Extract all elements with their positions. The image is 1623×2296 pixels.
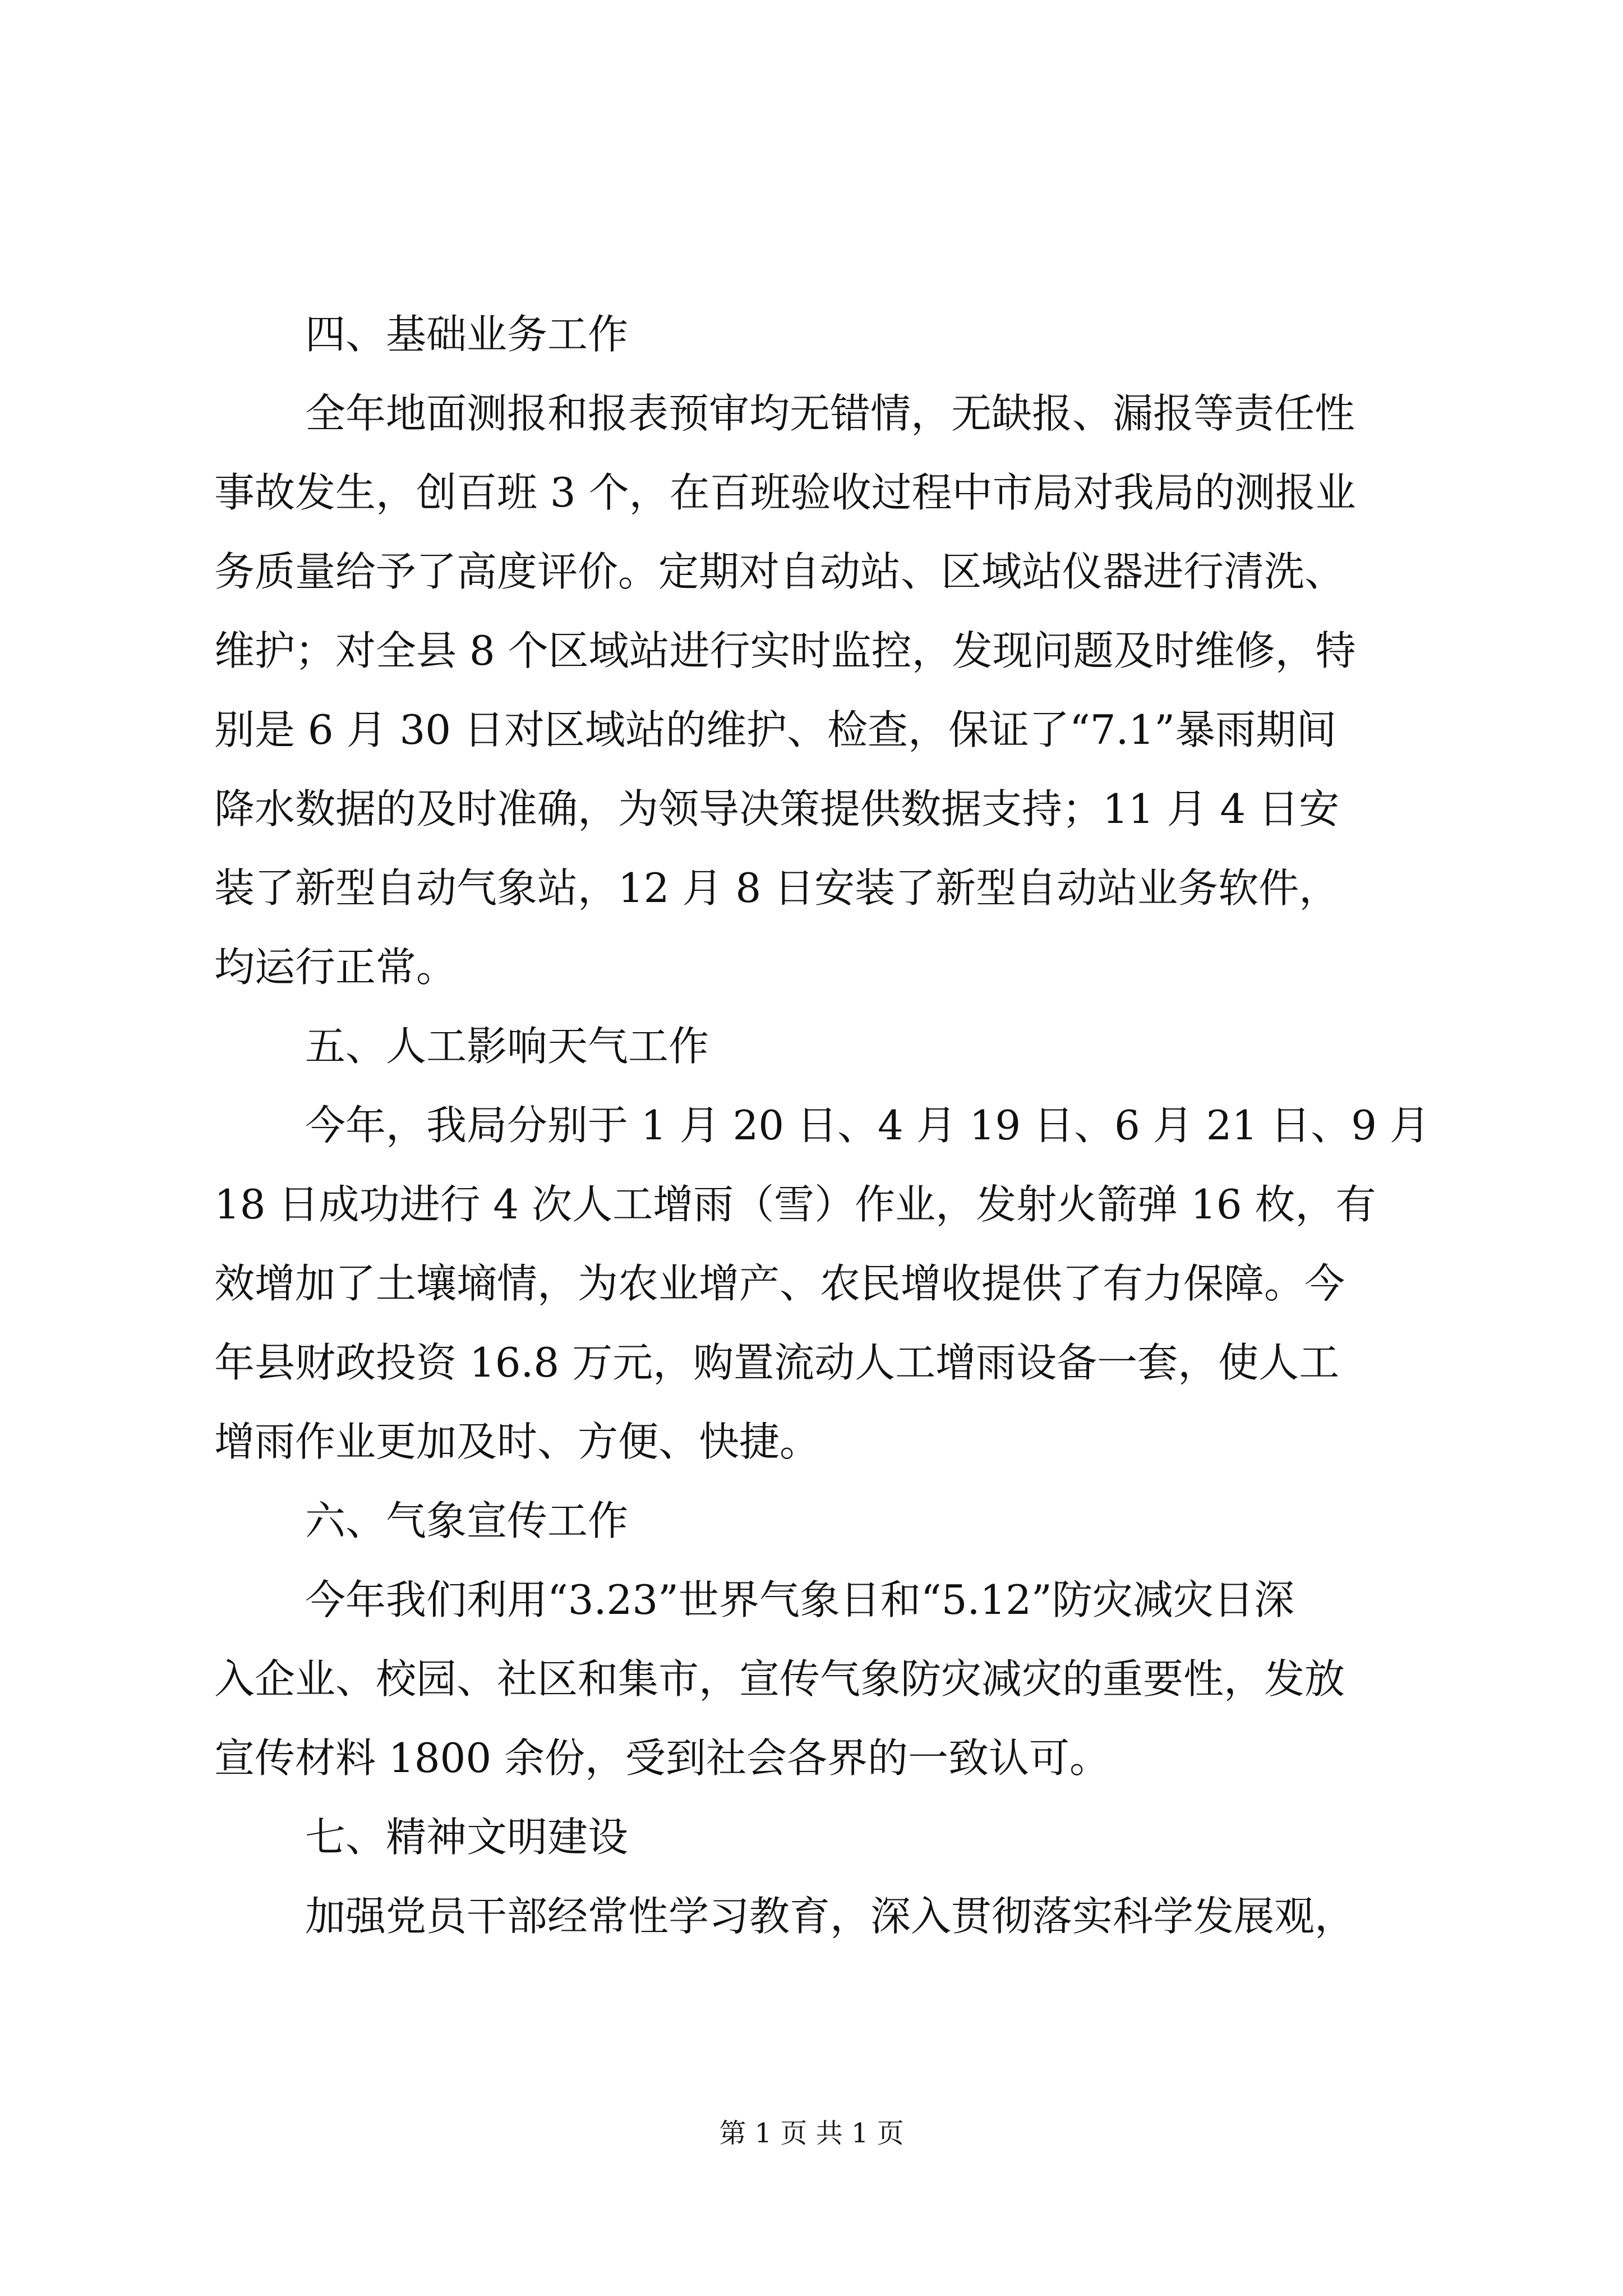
paragraph-line: 均运行正常。 — [214, 944, 457, 991]
section-heading-weather-modification: 五、人工影响天气工作 — [305, 1023, 709, 1070]
section-heading-basic-work: 四、基础业务工作 — [305, 311, 629, 358]
page-footer: 第 1 页 共 1 页 — [719, 2118, 904, 2149]
paragraph-line: 今年我们利用“3.23”世界气象日和“5.12”防灾减灾日深 — [305, 1576, 1294, 1623]
paragraph-line: 务质量给予了高度评价。定期对自动站、区域站仪器进行清洗、 — [214, 548, 1345, 595]
paragraph-line: 加强党员干部经常性学习教育，深入贯彻落实科学发展观， — [305, 1893, 1355, 1940]
paragraph-line: 年县财政投资 16.8 万元，购置流动人工增雨设备一套，使人工 — [214, 1339, 1340, 1386]
paragraph-line: 别是 6 月 30 日对区域站的维护、检查，保证了“7.1”暴雨期间 — [214, 706, 1337, 753]
paragraph-line: 增雨作业更加及时、方便、快捷。 — [214, 1418, 820, 1465]
paragraph-line: 维护；对全县 8 个区域站进行实时监控，发现问题及时维修，特 — [214, 627, 1356, 674]
section-heading-spiritual-civilization: 七、精神文明建设 — [305, 1814, 629, 1861]
paragraph-line: 降水数据的及时准确，为领导决策提供数据支持；11 月 4 日安 — [214, 785, 1340, 832]
paragraph-line: 全年地面测报和报表预审均无错情，无缺报、漏报等责任性 — [305, 390, 1355, 437]
paragraph-line: 装了新型自动气象站，12 月 8 日安装了新型自动站业务软件， — [214, 864, 1340, 912]
paragraph-line: 效增加了土壤墒情，为农业增产、农民增收提供了有力保障。今 — [214, 1260, 1345, 1307]
paragraph-line: 事故发生，创百班 3 个，在百班验收过程中市局对我局的测报业 — [214, 469, 1356, 516]
section-heading-publicity: 六、气象宣传工作 — [305, 1497, 629, 1544]
paragraph-line: 宣传材料 1800 余份，受到社会各界的一致认可。 — [214, 1734, 1110, 1782]
paragraph-line: 入企业、校园、社区和集市，宣传气象防灾减灾的重要性，发放 — [214, 1655, 1345, 1703]
paragraph-line: 18 日成功进行 4 次人工增雨（雪）作业，发射火箭弹 16 枚，有 — [214, 1181, 1376, 1228]
paragraph-line: 今年，我局分别于 1 月 20 日、4 月 19 日、6 月 21 日、9 月 — [305, 1102, 1430, 1149]
